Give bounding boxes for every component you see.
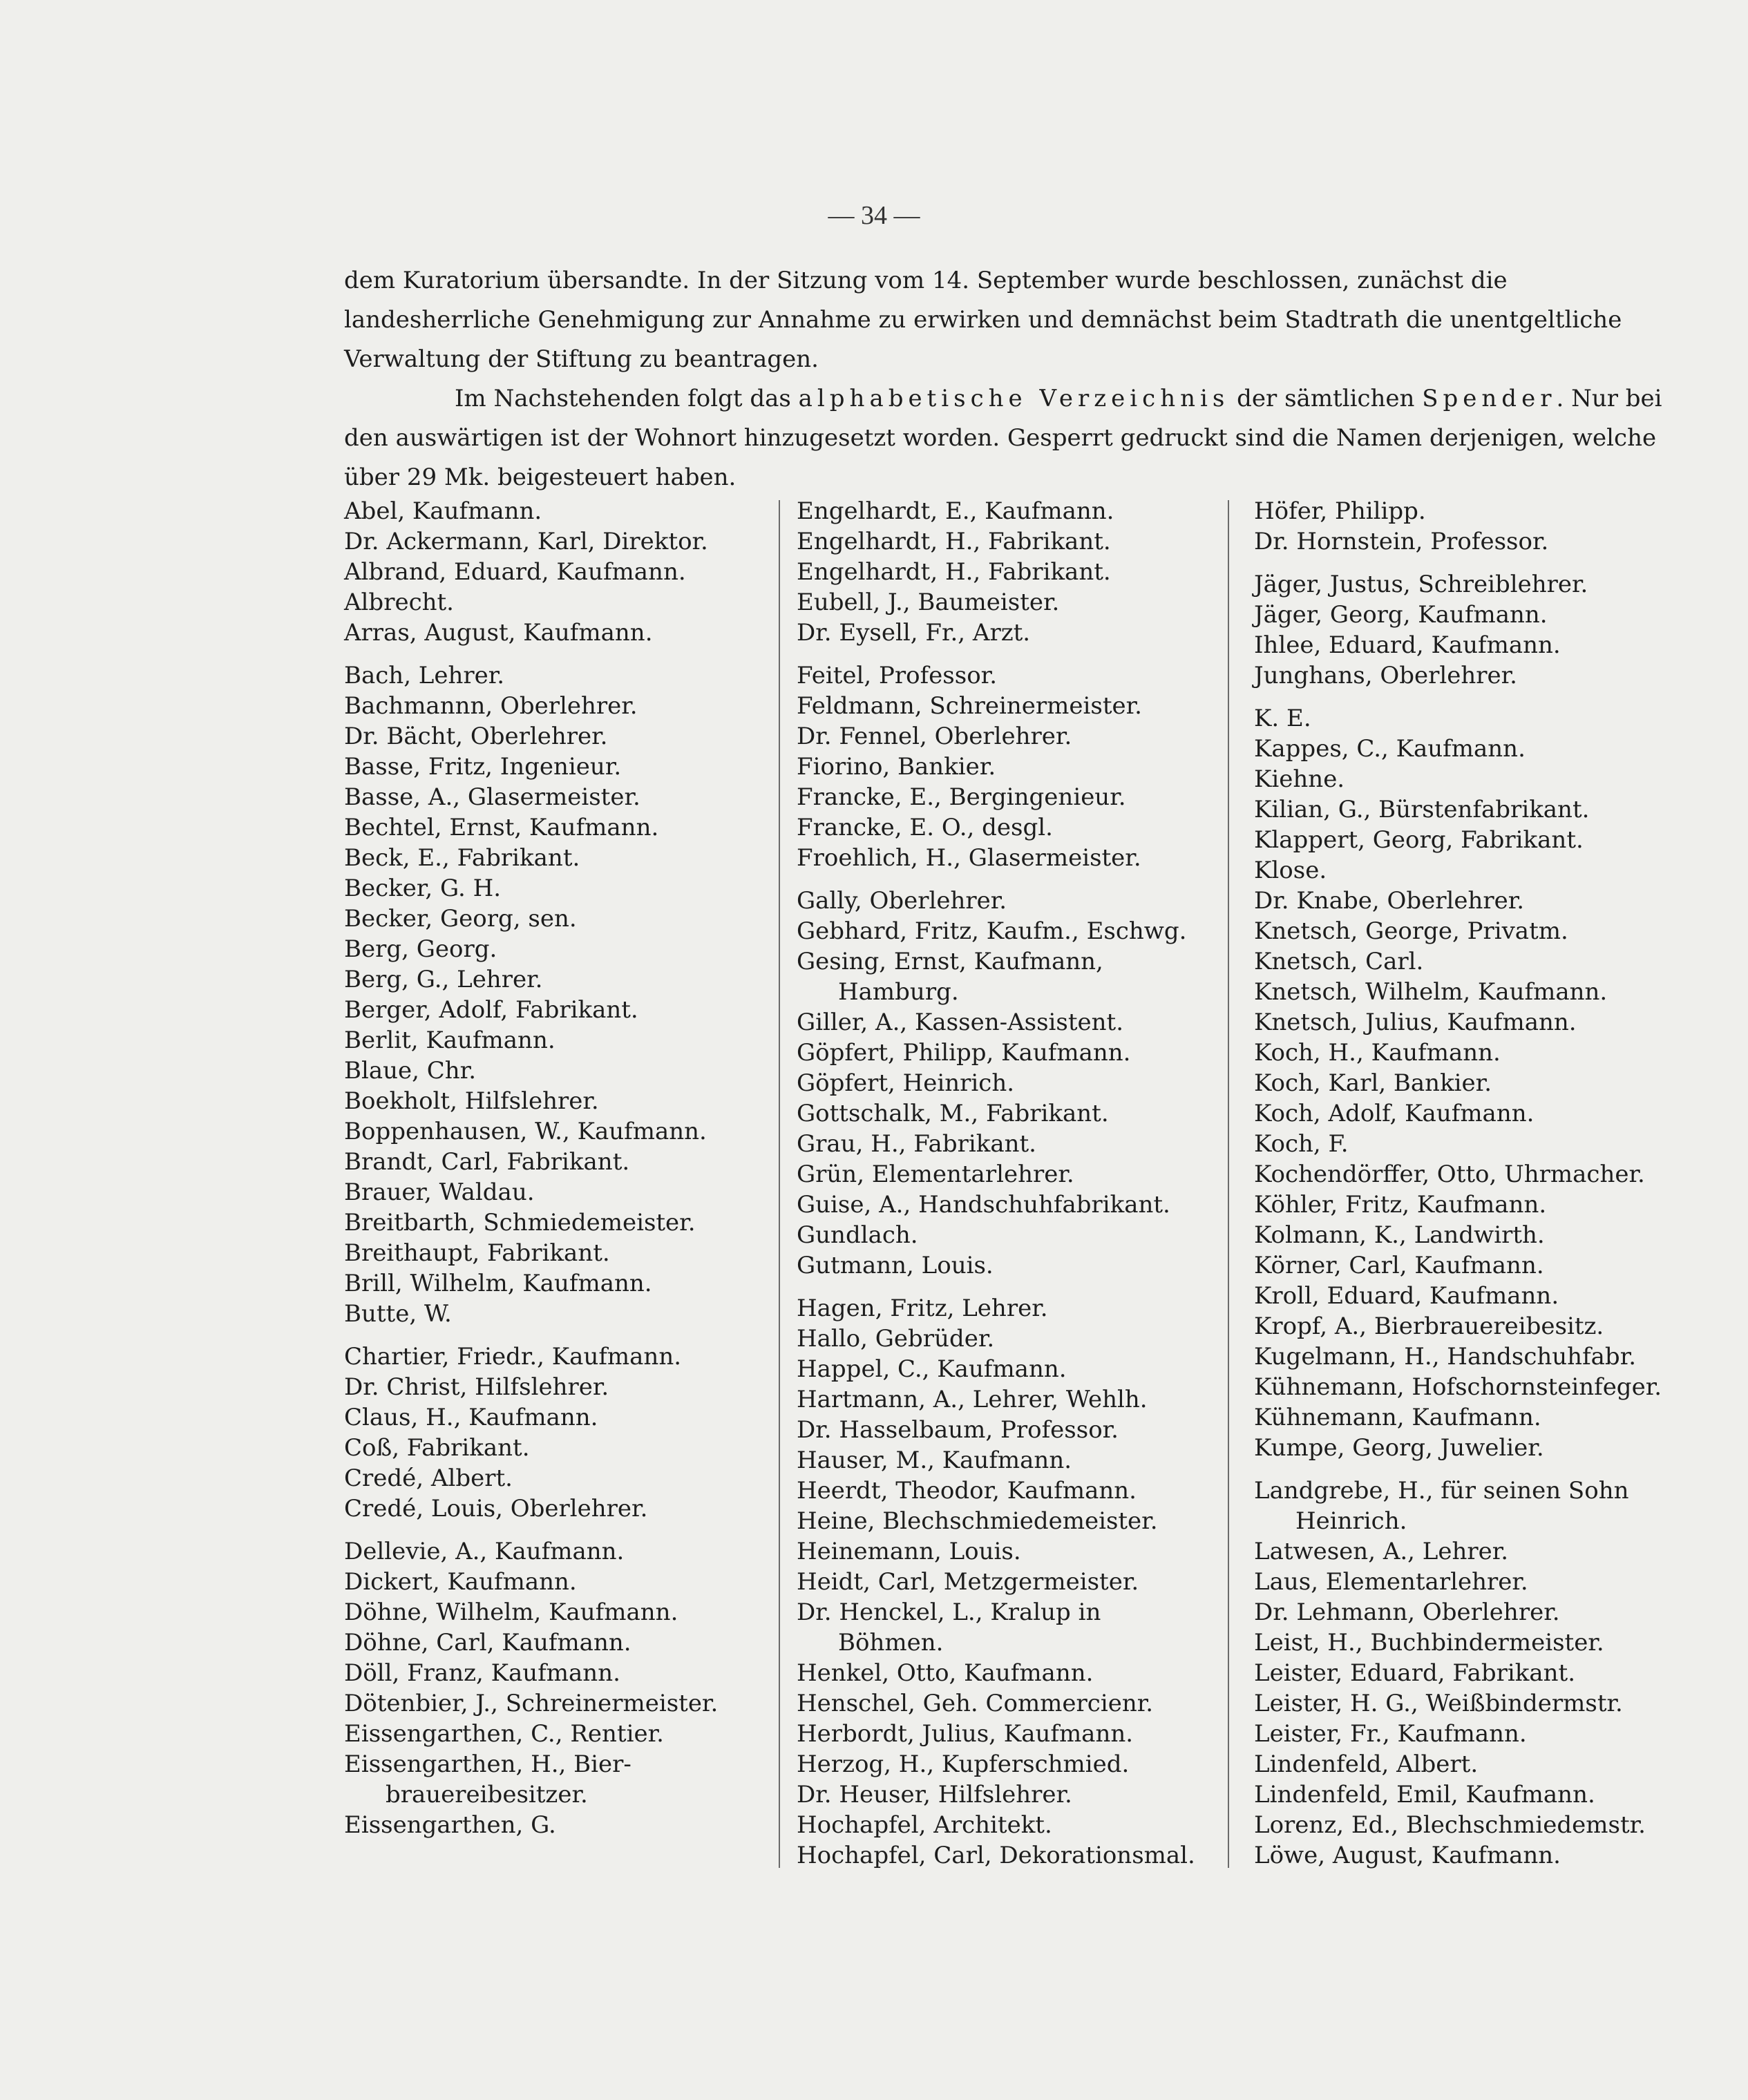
donor-entry: Kumpe, Georg, Juwelier. [1254, 1434, 1544, 1462]
donor-entry: Heidt, Carl, Metzgermeister. [797, 1568, 1139, 1596]
donor-entry: Hamburg. [838, 978, 959, 1006]
donor-entry: Albrand, Eduard, Kaufmann. [344, 558, 686, 586]
donor-entry: Engelhardt, E., Kaufmann. [797, 497, 1114, 525]
donor-entry: Klappert, Georg, Fabrikant. [1254, 826, 1584, 854]
donor-entry: Hagen, Fritz, Lehrer. [797, 1295, 1048, 1322]
donor-entry: Bach, Lehrer. [344, 662, 505, 689]
donor-entry: Hallo, Gebrüder. [797, 1325, 995, 1353]
donor-entry: Latwesen, A., Lehrer. [1254, 1538, 1509, 1565]
letter-group-gap [797, 648, 1225, 660]
donor-entry: Kühnemann, Hofschornsteinfeger. [1254, 1373, 1662, 1401]
donor-entry: Heine, Blechschmiedemeister. [797, 1507, 1158, 1535]
donor-entry: Dr. Fennel, Oberlehrer. [797, 723, 1072, 750]
donor-entry: Basse, Fritz, Ingenieur. [344, 753, 622, 781]
donor-entry: Herbordt, Julius, Kaufmann. [797, 1720, 1134, 1748]
donor-entry: Koch, Adolf, Kaufmann. [1254, 1100, 1535, 1127]
donor-entry: Brauer, Waldau. [344, 1178, 535, 1206]
intro-text [344, 261, 1664, 497]
donor-entry: Berger, Adolf, Fabrikant. [344, 996, 638, 1024]
donor-entry: Göpfert, Heinrich. [797, 1069, 1015, 1097]
donor-entry: Froehlich, H., Glasermeister. [797, 844, 1141, 872]
donor-entry: Engelhardt, H., Fabrikant. [797, 528, 1111, 555]
donor-entry: Dr. Bächt, Oberlehrer. [344, 723, 608, 750]
donor-entry: Beck, E., Fabrikant. [344, 844, 580, 872]
donor-column-2 [797, 496, 1225, 1871]
donor-entry: Boekholt, Hilfslehrer. [344, 1087, 599, 1115]
donor-entry: Bachmannn, Oberlehrer. [344, 692, 638, 720]
donor-entry: Dr. Ackermann, Karl, Direktor. [344, 528, 708, 555]
donor-entry: Brandt, Carl, Fabrikant. [344, 1148, 630, 1176]
donor-entry: Kühnemann, Kaufmann. [1254, 1404, 1541, 1431]
letter-group-gap [1254, 557, 1682, 569]
donor-entry: Knetsch, Julius, Kaufmann. [1254, 1009, 1577, 1036]
donor-entry: Albrecht. [344, 589, 454, 616]
donor-entry: Becker, Georg, sen. [344, 905, 577, 933]
donor-entry: Hauser, M., Kaufmann. [797, 1447, 1072, 1474]
donor-entry: Dr. Eysell, Fr., Arzt. [797, 619, 1031, 647]
donor-entry: Junghans, Oberlehrer. [1254, 662, 1517, 689]
donor-entry: Gutmann, Louis. [797, 1252, 994, 1279]
donor-entry: Feldmann, Schreinermeister. [797, 692, 1142, 720]
donor-entry: Koch, H., Kaufmann. [1254, 1039, 1501, 1067]
donor-entry: Jäger, Georg, Kaufmann. [1254, 601, 1548, 629]
donor-entry: Lindenfeld, Albert. [1254, 1750, 1479, 1778]
donor-entry: Klose. [1254, 857, 1327, 884]
donor-entry: Knetsch, Carl. [1254, 948, 1424, 975]
donor-entry: Leister, Eduard, Fabrikant. [1254, 1659, 1576, 1687]
donor-entry: Böhmen. [838, 1629, 944, 1657]
donor-entry: Dr. Knabe, Oberlehrer. [1254, 887, 1525, 915]
donor-entry: Breitbarth, Schmiedemeister. [344, 1209, 696, 1237]
donor-entry: Eissengarthen, H., Bier- [344, 1750, 631, 1778]
donor-entry: Gebhard, Fritz, Kaufm., Eschwg. [797, 917, 1187, 945]
donor-entry: Körner, Carl, Kaufmann. [1254, 1252, 1544, 1279]
donor-entry: Fiorino, Bankier. [797, 753, 996, 781]
donor-entry: Leister, Fr., Kaufmann. [1254, 1720, 1527, 1748]
donor-entry: Berg, G., Lehrer. [344, 966, 543, 993]
donor-entry: Kolmann, K., Landwirth. [1254, 1221, 1545, 1249]
donor-entry: Francke, E. O., desgl. [797, 814, 1053, 841]
letter-group-gap [1254, 691, 1682, 703]
donor-entry: Dellevie, A., Kaufmann. [344, 1538, 625, 1565]
donor-entry: Dr. Hornstein, Professor. [1254, 528, 1549, 555]
donor-entry: Dickert, Kaufmann. [344, 1568, 577, 1596]
donor-entry: Gottschalk, M., Fabrikant. [797, 1100, 1109, 1127]
donor-entry: Koch, Karl, Bankier. [1254, 1069, 1492, 1097]
donor-entry: Döhne, Wilhelm, Kaufmann. [344, 1598, 678, 1626]
donor-entry: Dr. Christ, Hilfslehrer. [344, 1373, 609, 1401]
donor-entry: Happel, C., Kaufmann. [797, 1355, 1067, 1383]
intro-p2-part-e: . Nur bei den auswärtigen ist der Wohnort hinzugesetzt worden. Gesperrt gedruckt sind die Namen derjenigen, welche über 29 Mk. beigesteuert haben. [344, 385, 1662, 491]
intro-p2-part-a: Im Nachstehenden folgt das [455, 385, 799, 412]
donor-entry: Göpfert, Philipp, Kaufmann. [797, 1039, 1131, 1067]
donor-entry: K. E. [1254, 705, 1311, 732]
donor-entry: Becker, G. H. [344, 875, 502, 902]
donor-entry: Eubell, J., Baumeister. [797, 589, 1060, 616]
donor-entry: Knetsch, Wilhelm, Kaufmann. [1254, 978, 1608, 1006]
donor-entry: Landgrebe, H., für seinen Sohn [1254, 1477, 1629, 1505]
donor-column-1 [344, 496, 772, 1840]
intro-paragraph-2 [344, 379, 1664, 497]
donor-entry: Breithaupt, Fabrikant. [344, 1239, 610, 1267]
donor-entry: Dr. Heuser, Hilfslehrer. [797, 1781, 1072, 1808]
donor-entry: Brill, Wilhelm, Kaufmann. [344, 1270, 652, 1297]
donor-entry: Lorenz, Ed., Blechschmiedemstr. [1254, 1811, 1646, 1839]
donor-entry: Knetsch, George, Privatm. [1254, 917, 1568, 945]
donor-entry: Jäger, Justus, Schreiblehrer. [1254, 571, 1588, 598]
donor-entry: Gundlach. [797, 1221, 918, 1249]
donor-entry: Hochapfel, Carl, Dekorationsmal. [797, 1842, 1195, 1869]
donor-entry: Döll, Franz, Kaufmann. [344, 1659, 620, 1687]
donor-entry: Köhler, Fritz, Kaufmann. [1254, 1191, 1547, 1219]
letter-group-gap [797, 873, 1225, 886]
donor-entry: Löwe, August, Kaufmann. [1254, 1842, 1561, 1869]
intro-p2-spaced-spender: Spender [1422, 385, 1557, 412]
donor-entry: Kochendörffer, Otto, Uhrmacher. [1254, 1161, 1645, 1188]
donor-entry: Kiehne. [1254, 765, 1345, 793]
donor-entry: Dr. Hasselbaum, Professor. [797, 1416, 1119, 1444]
letter-group-gap [797, 1281, 1225, 1293]
donor-entry: Claus, H., Kaufmann. [344, 1404, 598, 1431]
column-divider [1228, 500, 1229, 1868]
donor-entry: Coß, Fabrikant. [344, 1434, 530, 1462]
donor-entry: Herzog, H., Kupferschmied. [797, 1750, 1130, 1778]
intro-paragraph-1: dem Kuratorium übersandte. In der Sitzung vom 14. September wurde beschlossen, zunächst die landesherrliche Genehmigung zur Annahme zu erwirken und demnächst beim Stadtrath die unentgeltliche Verwaltung der Stiftung zu beantragen. [344, 267, 1622, 373]
letter-group-gap [344, 1329, 772, 1342]
donor-entry: Feitel, Professor. [797, 662, 997, 689]
column-divider [779, 500, 780, 1868]
donor-entry: Henkel, Otto, Kaufmann. [797, 1659, 1094, 1687]
donor-entry: Boppenhausen, W., Kaufmann. [344, 1118, 707, 1145]
donor-entry: Lindenfeld, Emil, Kaufmann. [1254, 1781, 1595, 1808]
donor-entry: Dötenbier, J., Schreinermeister. [344, 1690, 719, 1717]
donor-entry: Heinemann, Louis. [797, 1538, 1021, 1565]
donor-entry: Francke, E., Bergingenieur. [797, 783, 1126, 811]
donor-entry: Chartier, Friedr., Kaufmann. [344, 1343, 682, 1371]
donor-entry: Dr. Henckel, L., Kralup in [797, 1598, 1101, 1626]
donor-column-3 [1254, 496, 1682, 1871]
donor-entry: Ihlee, Eduard, Kaufmann. [1254, 631, 1561, 659]
donor-entry: Arras, August, Kaufmann. [344, 619, 653, 647]
donor-entry: Kropf, A., Bierbrauereibesitz. [1254, 1312, 1604, 1340]
donor-entry: Eissengarthen, C., Rentier. [344, 1720, 664, 1748]
donor-entry: Grün, Elementarlehrer. [797, 1161, 1074, 1188]
donor-entry: Credé, Louis, Oberlehrer. [344, 1495, 648, 1522]
donor-entry: Grau, H., Fabrikant. [797, 1130, 1036, 1158]
donor-entry: Heerdt, Theodor, Kaufmann. [797, 1477, 1137, 1505]
letter-group-gap [344, 1524, 772, 1536]
letter-group-gap [1254, 1463, 1682, 1476]
donor-entry: Heinrich. [1295, 1507, 1407, 1535]
donor-entry: Kilian, G., Bürstenfabrikant. [1254, 796, 1590, 823]
donor-entry: Leist, H., Buchbindermeister. [1254, 1629, 1604, 1657]
donor-entry: Kappes, C., Kaufmann. [1254, 735, 1526, 763]
donor-entry: Gesing, Ernst, Kaufmann, [797, 948, 1103, 975]
donor-entry: Koch, F. [1254, 1130, 1349, 1158]
donor-entry: Hartmann, A., Lehrer, Wehlh. [797, 1386, 1148, 1413]
donor-entry: Kroll, Eduard, Kaufmann. [1254, 1282, 1559, 1310]
intro-p2-spaced-verzeichnis: alphabetische Verzeichnis [798, 385, 1230, 412]
donor-entry: Höfer, Philipp. [1254, 497, 1426, 525]
donor-entry: Credé, Albert. [344, 1464, 513, 1492]
page-number: — 34 — [828, 201, 920, 230]
donor-entry: Bechtel, Ernst, Kaufmann. [344, 814, 659, 841]
donor-entry: Giller, A., Kassen-Assistent. [797, 1009, 1124, 1036]
donor-entry: Berg, Georg. [344, 935, 497, 963]
donor-entry: Butte, W. [344, 1300, 452, 1328]
donor-entry: Engelhardt, H., Fabrikant. [797, 558, 1111, 586]
donor-entry: Döhne, Carl, Kaufmann. [344, 1629, 631, 1657]
donor-entry: Abel, Kaufmann. [344, 497, 542, 525]
donor-entry: Basse, A., Glasermeister. [344, 783, 640, 811]
letter-group-gap [344, 648, 772, 660]
donor-entry: Blaue, Chr. [344, 1057, 477, 1085]
donor-entry: Laus, Elementarlehrer. [1254, 1568, 1528, 1596]
donor-entry: Berlit, Kaufmann. [344, 1027, 555, 1054]
donor-entry: Leister, H. G., Weißbindermstr. [1254, 1690, 1623, 1717]
donor-entry: Guise, A., Handschuhfabrikant. [797, 1191, 1170, 1219]
intro-p2-part-c: der sämtlichen [1229, 385, 1423, 412]
donor-entry: Eissengarthen, G. [344, 1811, 556, 1839]
donor-entry: Dr. Lehmann, Oberlehrer. [1254, 1598, 1560, 1626]
donor-entry: Henschel, Geh. Commercienr. [797, 1690, 1154, 1717]
donor-entry: brauereibesitzer. [386, 1781, 588, 1808]
donor-entry: Hochapfel, Architekt. [797, 1811, 1052, 1839]
donor-entry: Kugelmann, H., Handschuhfabr. [1254, 1343, 1637, 1371]
donor-entry: Gally, Oberlehrer. [797, 887, 1007, 915]
